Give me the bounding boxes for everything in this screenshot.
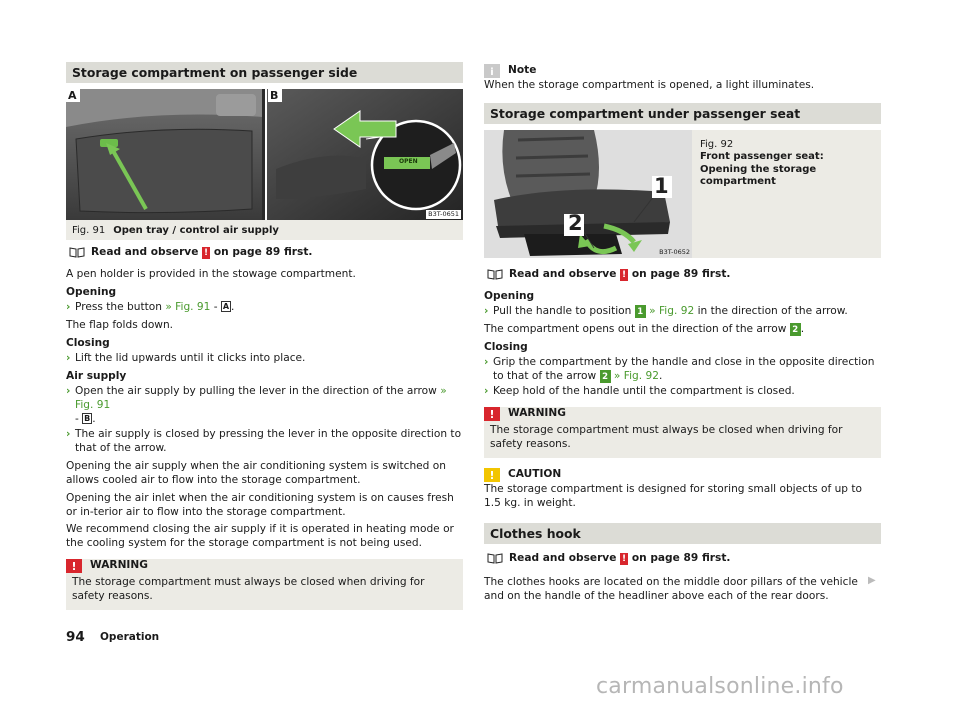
pen-holder-text: A pen holder is provided in the stowage compartment.: [66, 267, 356, 280]
warning-box-right: [484, 407, 881, 458]
figure-91-number: Fig. 91: [72, 225, 106, 236]
opening-step-text: Pull the handle to position: [493, 304, 632, 317]
svg-text:i: i: [490, 67, 494, 78]
figure-91-title: Open tray / control air supply: [113, 225, 279, 236]
warning-title: WARNING: [508, 406, 566, 419]
page-number: 94: [66, 629, 85, 645]
dash: -: [75, 412, 79, 425]
figure-label-2: 2: [568, 210, 583, 235]
svg-text:!: !: [71, 560, 77, 574]
compartment-opens-text: [484, 323, 881, 337]
air-paragraph-2: Opening the air inlet when the air conditioning system is on causes fresh or in-terior air to flow into the storage compartment.: [66, 491, 454, 518]
image-label-b: B: [270, 89, 279, 102]
figure-92-number: Fig. 92: [700, 138, 734, 150]
arrow-2-box: 2: [600, 370, 611, 383]
info-icon: [484, 64, 500, 78]
continue-arrow-icon: ▶: [868, 575, 876, 586]
air-supply-heading: Air supply: [66, 369, 127, 382]
closing-step-text: Lift the lid upwards until it clicks into place.: [75, 351, 306, 364]
read-pre: Read and observe: [509, 551, 617, 564]
chevron-right-icon: ›: [66, 427, 71, 440]
read-pre: Read and observe: [509, 267, 617, 280]
period: .: [658, 369, 663, 382]
position-1-box: 1: [635, 305, 646, 318]
closing-step-2-text: Keep hold of the handle until the compartment is closed.: [493, 384, 795, 397]
arrow-2-box: 2: [790, 323, 801, 336]
warning-text: The storage compartment must always be closed when driving for safety reasons.: [72, 576, 425, 603]
figure-92-title: Front passenger seat: Opening the storage compartment: [700, 151, 824, 188]
book-icon: [69, 247, 85, 258]
air-paragraph-3: We recommend closing the air supply if it is operated in heating mode or the cooling system for the storage compartment is not being used.: [66, 523, 454, 550]
watermark: carmanualsonline.info: [596, 674, 844, 699]
figure-91-caption: [66, 220, 463, 240]
opening-step-right: [484, 305, 881, 319]
opening-step-post: in the direction of the arrow.: [697, 304, 848, 317]
air-step-1: › Open the air supply by pulling the lever in the direction of the arrow » Fig. 91 - B .: [66, 384, 447, 425]
chevron-right-icon: ›: [484, 355, 489, 368]
note-text: When the storage compartment is opened, a light illuminates.: [484, 79, 815, 91]
compartment-opens-pre: The compartment opens out in the direction of the arrow: [484, 322, 787, 335]
read-observe-line-hook: [484, 552, 881, 566]
chevron-right-icon: ›: [66, 300, 71, 313]
flap-text: The flap folds down.: [66, 318, 174, 331]
note-title: Note: [508, 64, 537, 77]
closing-step-1-text: Grip the compartment by the handle and close in the opposite direction to that of the arrow: [493, 355, 875, 382]
figure-92: [484, 130, 881, 258]
closing-heading-right: Closing: [484, 340, 528, 353]
closing-step-1: [484, 356, 881, 384]
read-observe-line: [66, 246, 463, 260]
opening-step-text: Press the button: [75, 300, 162, 313]
air-step-1-text: Open the air supply by pulling the lever in the direction of the arrow: [75, 384, 437, 397]
caution-block: [484, 468, 881, 511]
figure-label-1: 1: [654, 173, 669, 198]
period: .: [800, 322, 805, 335]
image-code: B3T-0651: [428, 210, 459, 219]
read-pre: Read and observe: [91, 246, 199, 258]
dash: -: [213, 300, 218, 313]
chevron-right-icon: ›: [484, 384, 489, 397]
book-icon: [487, 269, 503, 280]
key-b-box: B: [84, 413, 91, 423]
caution-title: CAUTION: [508, 467, 562, 480]
opening-heading-right: Opening: [484, 289, 535, 302]
caution-icon: [484, 468, 500, 482]
figure-92-caption: [692, 130, 881, 258]
opening-step: › Press the button » Fig. 91 - A .: [66, 300, 235, 313]
closing-step: [66, 352, 463, 366]
clothes-hook-text: The clothes hooks are located on the middle door pillars of the vehicle and on the handle of the headliner above each of the rear doors.: [484, 575, 858, 602]
read-post: on page 89 first.: [213, 246, 313, 258]
chevron-right-icon: ›: [484, 304, 489, 317]
svg-text:!: !: [489, 407, 495, 421]
fig-91-link[interactable]: » Fig. 91: [75, 384, 447, 411]
read-post: on page 89 first.: [631, 551, 731, 564]
read-post: on page 89 first.: [631, 267, 731, 280]
warning-inline-icon: !: [622, 269, 627, 280]
section-title-under-seat: Storage compartment under passenger seat: [484, 103, 881, 124]
warning-inline-icon: !: [204, 247, 209, 258]
opening-heading: Opening: [66, 285, 117, 298]
section-title-passenger-side: Storage compartment on passenger side: [66, 62, 463, 83]
warning-icon: [484, 407, 500, 421]
section-title-clothes-hook: Clothes hook: [484, 523, 881, 544]
fig-92-link[interactable]: » Fig. 92: [649, 304, 695, 317]
book-icon: [487, 553, 503, 564]
warning-title: WARNING: [90, 559, 148, 572]
warning-inline-icon: !: [622, 553, 627, 564]
chevron-right-icon: ›: [66, 351, 71, 364]
fig-92-link[interactable]: » Fig. 92: [613, 369, 659, 382]
figure-92-code: B3T-0652: [659, 248, 690, 257]
svg-text:!: !: [489, 468, 495, 482]
fig-91-link[interactable]: » Fig. 91: [165, 300, 211, 313]
caution-text: The storage compartment is designed for storing small objects of up to 1.5 kg. in weight.: [484, 482, 863, 509]
footer-section: Operation: [100, 631, 160, 643]
figure-92-image: [484, 130, 692, 258]
air-paragraph-1: Opening the air supply when the air conditioning system is switched on allows cooled air to flow into the storage compartment.: [66, 459, 446, 486]
chevron-right-icon: ›: [66, 384, 71, 397]
open-label: OPEN: [399, 158, 418, 165]
closing-heading: Closing: [66, 336, 110, 349]
read-observe-line-right: [484, 268, 881, 282]
image-label-a: A: [68, 89, 77, 102]
warning-box-left: [66, 559, 463, 610]
warning-text: The storage compartment must always be closed when driving for safety reasons.: [490, 423, 843, 450]
warning-icon: [66, 559, 82, 573]
left-column: [66, 62, 463, 610]
glovebox-illustration: [66, 89, 463, 220]
air-step-2-text: The air supply is closed by pressing the lever in the opposite direction to that of the arrow.: [75, 427, 462, 454]
figure-91-image: [66, 89, 463, 220]
right-column: [484, 64, 881, 604]
closing-step-2: [484, 385, 881, 399]
note-heading: [484, 64, 881, 78]
air-step-2: [66, 428, 463, 456]
key-a-box: A: [222, 301, 230, 311]
